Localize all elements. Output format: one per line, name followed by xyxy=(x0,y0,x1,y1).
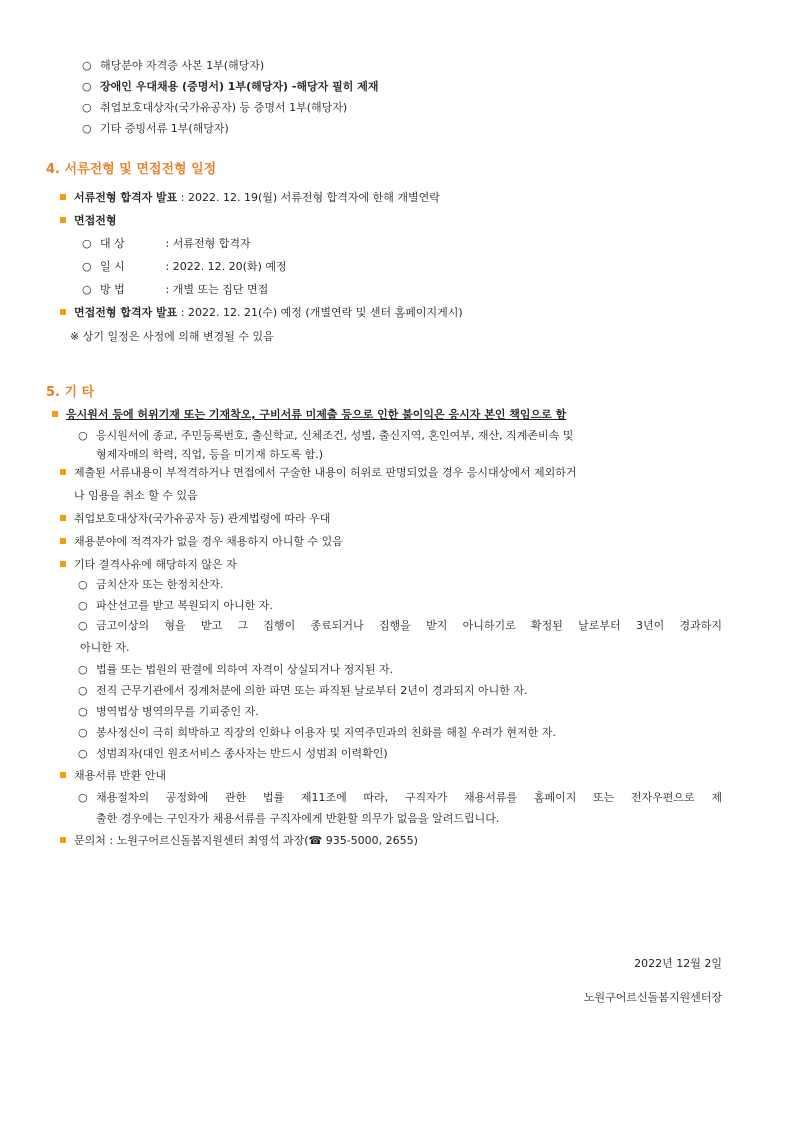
etc-item-1-sub: ○ 응시원서에 종교, 주민등록번호, 출신학교, 신체조건, 성별, 출신지역, 혼인여부, 재산, 직계존비속 및 xyxy=(78,429,574,442)
etc-item-2: 제출된 서류내용이 부적격하거나 면접에서 구술한 내용이 허위로 판명되었을 경우 응시대상에서 제외하거 xyxy=(60,465,577,481)
disq-item: ○ 파산선고를 받고 복원되지 아니한 자. xyxy=(78,599,273,612)
bullet-square-icon xyxy=(60,217,66,223)
disq-item: ○ 성범죄자(대인 원조서비스 종사자는 반드시 성범죄 이력확인) xyxy=(78,747,388,760)
document-date: 2022년 12월 2일 xyxy=(634,957,722,970)
etc-item-3: 취업보호대상자(국가유공자 등) 관계법령에 따라 우대 xyxy=(60,511,330,527)
etc-item-2-cont: 나 임용을 취소 할 수 있음 xyxy=(74,489,198,502)
bullet-square-icon xyxy=(60,515,66,521)
top-list-item: ○ 기타 증빙서류 1부(해당자) xyxy=(82,122,229,135)
schedule-note: ※ 상기 일정은 사정에 의해 변경될 수 있음 xyxy=(70,330,274,343)
etc-item-1: 응시원서 등에 허위기재 또는 기재착오, 구비서류 미제출 등으로 인한 불이익은 응시자 본인 책임으로 함 xyxy=(52,407,566,423)
etc-item-6: 채용서류 반환 안내 xyxy=(60,768,166,784)
bullet-square-icon xyxy=(60,469,66,475)
disq-item: ○ 봉사정신이 극히 희박하고 직장의 인화나 이용자 및 지역주민과의 친화를 해칠 우려가 현저한 자. xyxy=(78,726,556,739)
interview-detail: ○ 대 상 : 서류전형 합격자 xyxy=(82,237,251,250)
disq-item: ○ 병역법상 병역의무를 기피중인 자. xyxy=(78,705,259,718)
doc-result-item: 서류전형 합격자 발표 : 2022. 12. 19(월) 서류전형 합격자에 한해 개별연락 xyxy=(60,190,440,206)
bullet-square-icon xyxy=(60,837,66,843)
etc-item-1-sub-cont: 형제자매의 학력, 직업, 등을 미기재 하도록 함.) xyxy=(96,448,324,461)
final-result-item: 면접전형 합격자 발표 : 2022. 12. 21(수) 예정 (개별연락 및 센터 홈페이지게시) xyxy=(60,305,463,321)
etc-item-4: 채용분야에 적격자가 없을 경우 채용하지 아니할 수 있음 xyxy=(60,534,343,550)
disq-item: ○ 금치산자 또는 한정치산자. xyxy=(78,578,224,591)
etc-item-5: 기타 결격사유에 해당하지 않은 자 xyxy=(60,557,237,573)
section4-title: 4. 서류전형 및 면접전형 일정 xyxy=(46,162,217,177)
interview-detail: ○ 방 법 : 개별 또는 집단 면접 xyxy=(82,283,269,296)
bullet-square-icon xyxy=(60,538,66,544)
organization-signature: 노원구어르신돌봄지원센터장 xyxy=(583,991,722,1004)
disq-item-cont: 아니한 자. xyxy=(80,641,130,654)
bullet-square-icon xyxy=(60,194,66,200)
interview-item: 면접전형 xyxy=(60,213,117,229)
disq-item: ○ 금고이상의 형을 받고 그 집행이 종료되거나 집행을 받지 아니하기로 확정된 날로부터 3년이 경과하지 xyxy=(78,619,722,632)
bullet-square-icon xyxy=(60,309,66,315)
bullet-square-icon xyxy=(60,772,66,778)
contact-item: 문의처 : 노원구어르신돌봄지원센터 최영석 과장(☎ 935-5000, 2655) xyxy=(60,833,418,849)
bullet-square-icon xyxy=(52,411,58,417)
bullet-square-icon xyxy=(60,561,66,567)
disq-item: ○ 전직 근무기관에서 징계처분에 의한 파면 또는 파직된 날로부터 2년이 경과되지 아니한 자. xyxy=(78,684,528,697)
top-list-item: ○ 해당분야 자격증 사본 1부(해당자) xyxy=(82,59,265,72)
top-list-item: ○ 장애인 우대채용 (증명서) 1부(해당자) -해당자 필히 제재 xyxy=(82,80,379,93)
return-notice-cont: 출한 경우에는 구인자가 채용서류를 구직자에게 반환할 의무가 없음을 알려드립니다. xyxy=(96,812,500,825)
disq-item: ○ 법률 또는 법원의 판결에 의하여 자격이 상실되거나 정지된 자. xyxy=(78,663,394,676)
section5-title: 5. 기 타 xyxy=(46,385,95,400)
interview-detail: ○ 일 시 : 2022. 12. 20(화) 예정 xyxy=(82,260,287,273)
top-list-item: ○ 취업보호대상자(국가유공자) 등 증명서 1부(해당자) xyxy=(82,101,348,114)
return-notice: ○ 채용절차의 공정화에 관한 법률 제11조에 따라, 구직자가 채용서류를 홈페이지 또는 전자우편으로 제 xyxy=(78,791,722,804)
